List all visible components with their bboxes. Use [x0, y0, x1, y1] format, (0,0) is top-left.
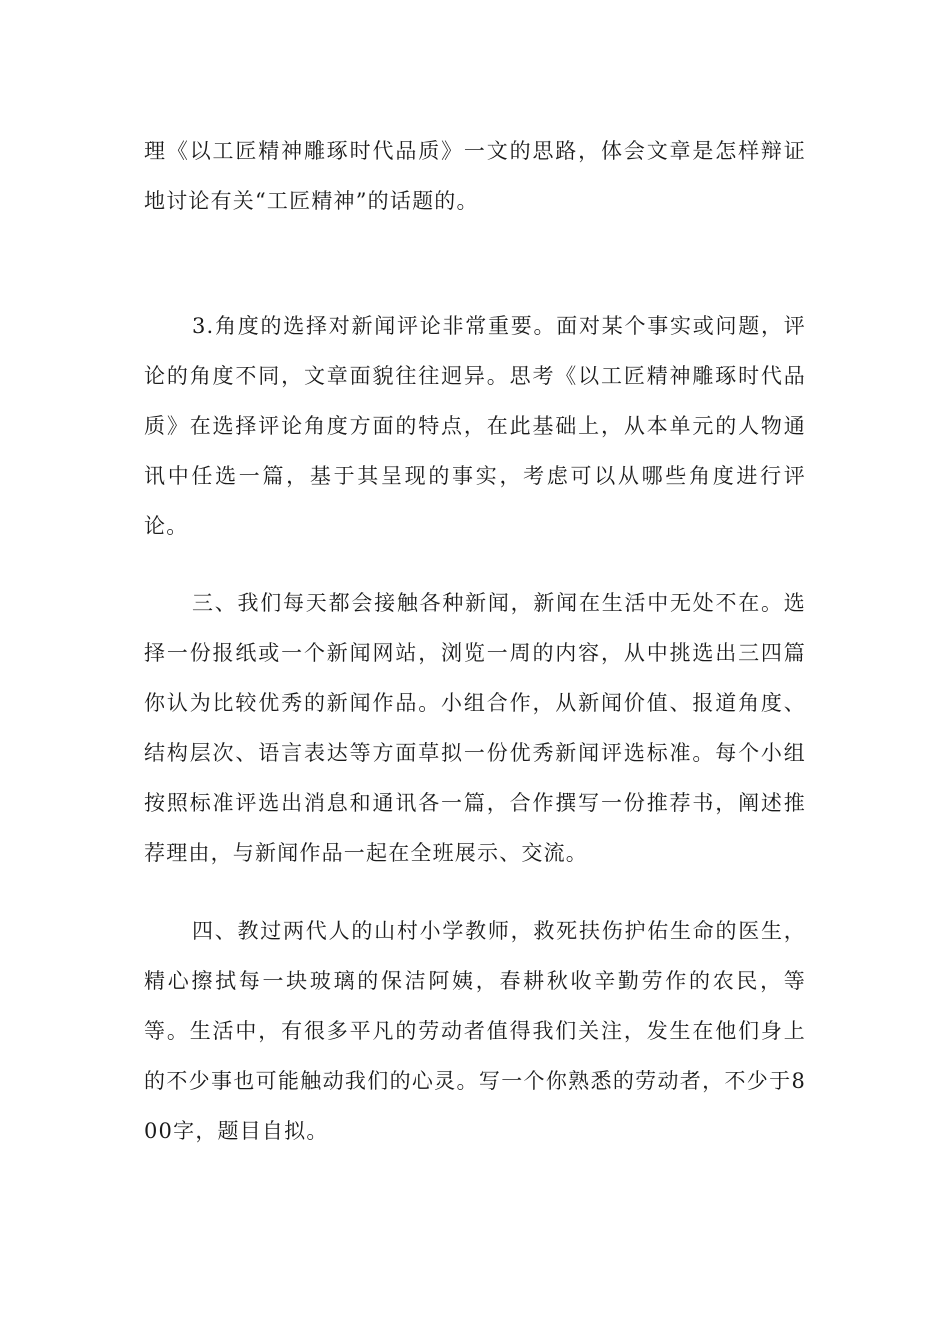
paragraph-section-four: 四、教过两代人的山村小学教师，救死扶伤护佑生命的医生，精心擦拭每一块玻璃的保洁阿姨，春耕秋收辛勤劳作的农民，等等。生活中，有很多平凡的劳动者值得我们关注，发生在他们身上的不少事也可能触动我们的心灵。写一个你熟悉的劳动者，不少于800字，题目自拟。 — [144, 919, 806, 1143]
paragraph-section-three: 三、我们每天都会接触各种新闻，新闻在生活中无处不在。选择一份报纸或一个新闻网站，浏览一周的内容，从中挑选出三四篇你认为比较优秀的新闻作品。小组合作，从新闻价值、报道角度、结构层次、语言表达等方面草拟一份优秀新闻评选标准。每个小组按照标准评选出消息和通讯各一篇，合作撰写一份推荐书，阐述推荐理由，与新闻作品一起在全班展示、交流。 — [144, 591, 806, 865]
paragraph-question-3: 3.角度的选择对新闻评论非常重要。面对某个事实或问题，评论的角度不同，文章面貌往往迥异。思考《以工匠精神雕琢时代品质》在选择评论角度方面的特点，在此基础上，从本单元的人物通讯中任选一篇，基于其呈现的事实，考虑可以从哪些角度进行评论。 — [144, 314, 806, 538]
paragraph-continuation: 理《以工匠精神雕琢时代品质》一文的思路，体会文章是怎样辩证地讨论有关“工匠精神”的话题的。 — [144, 139, 806, 213]
